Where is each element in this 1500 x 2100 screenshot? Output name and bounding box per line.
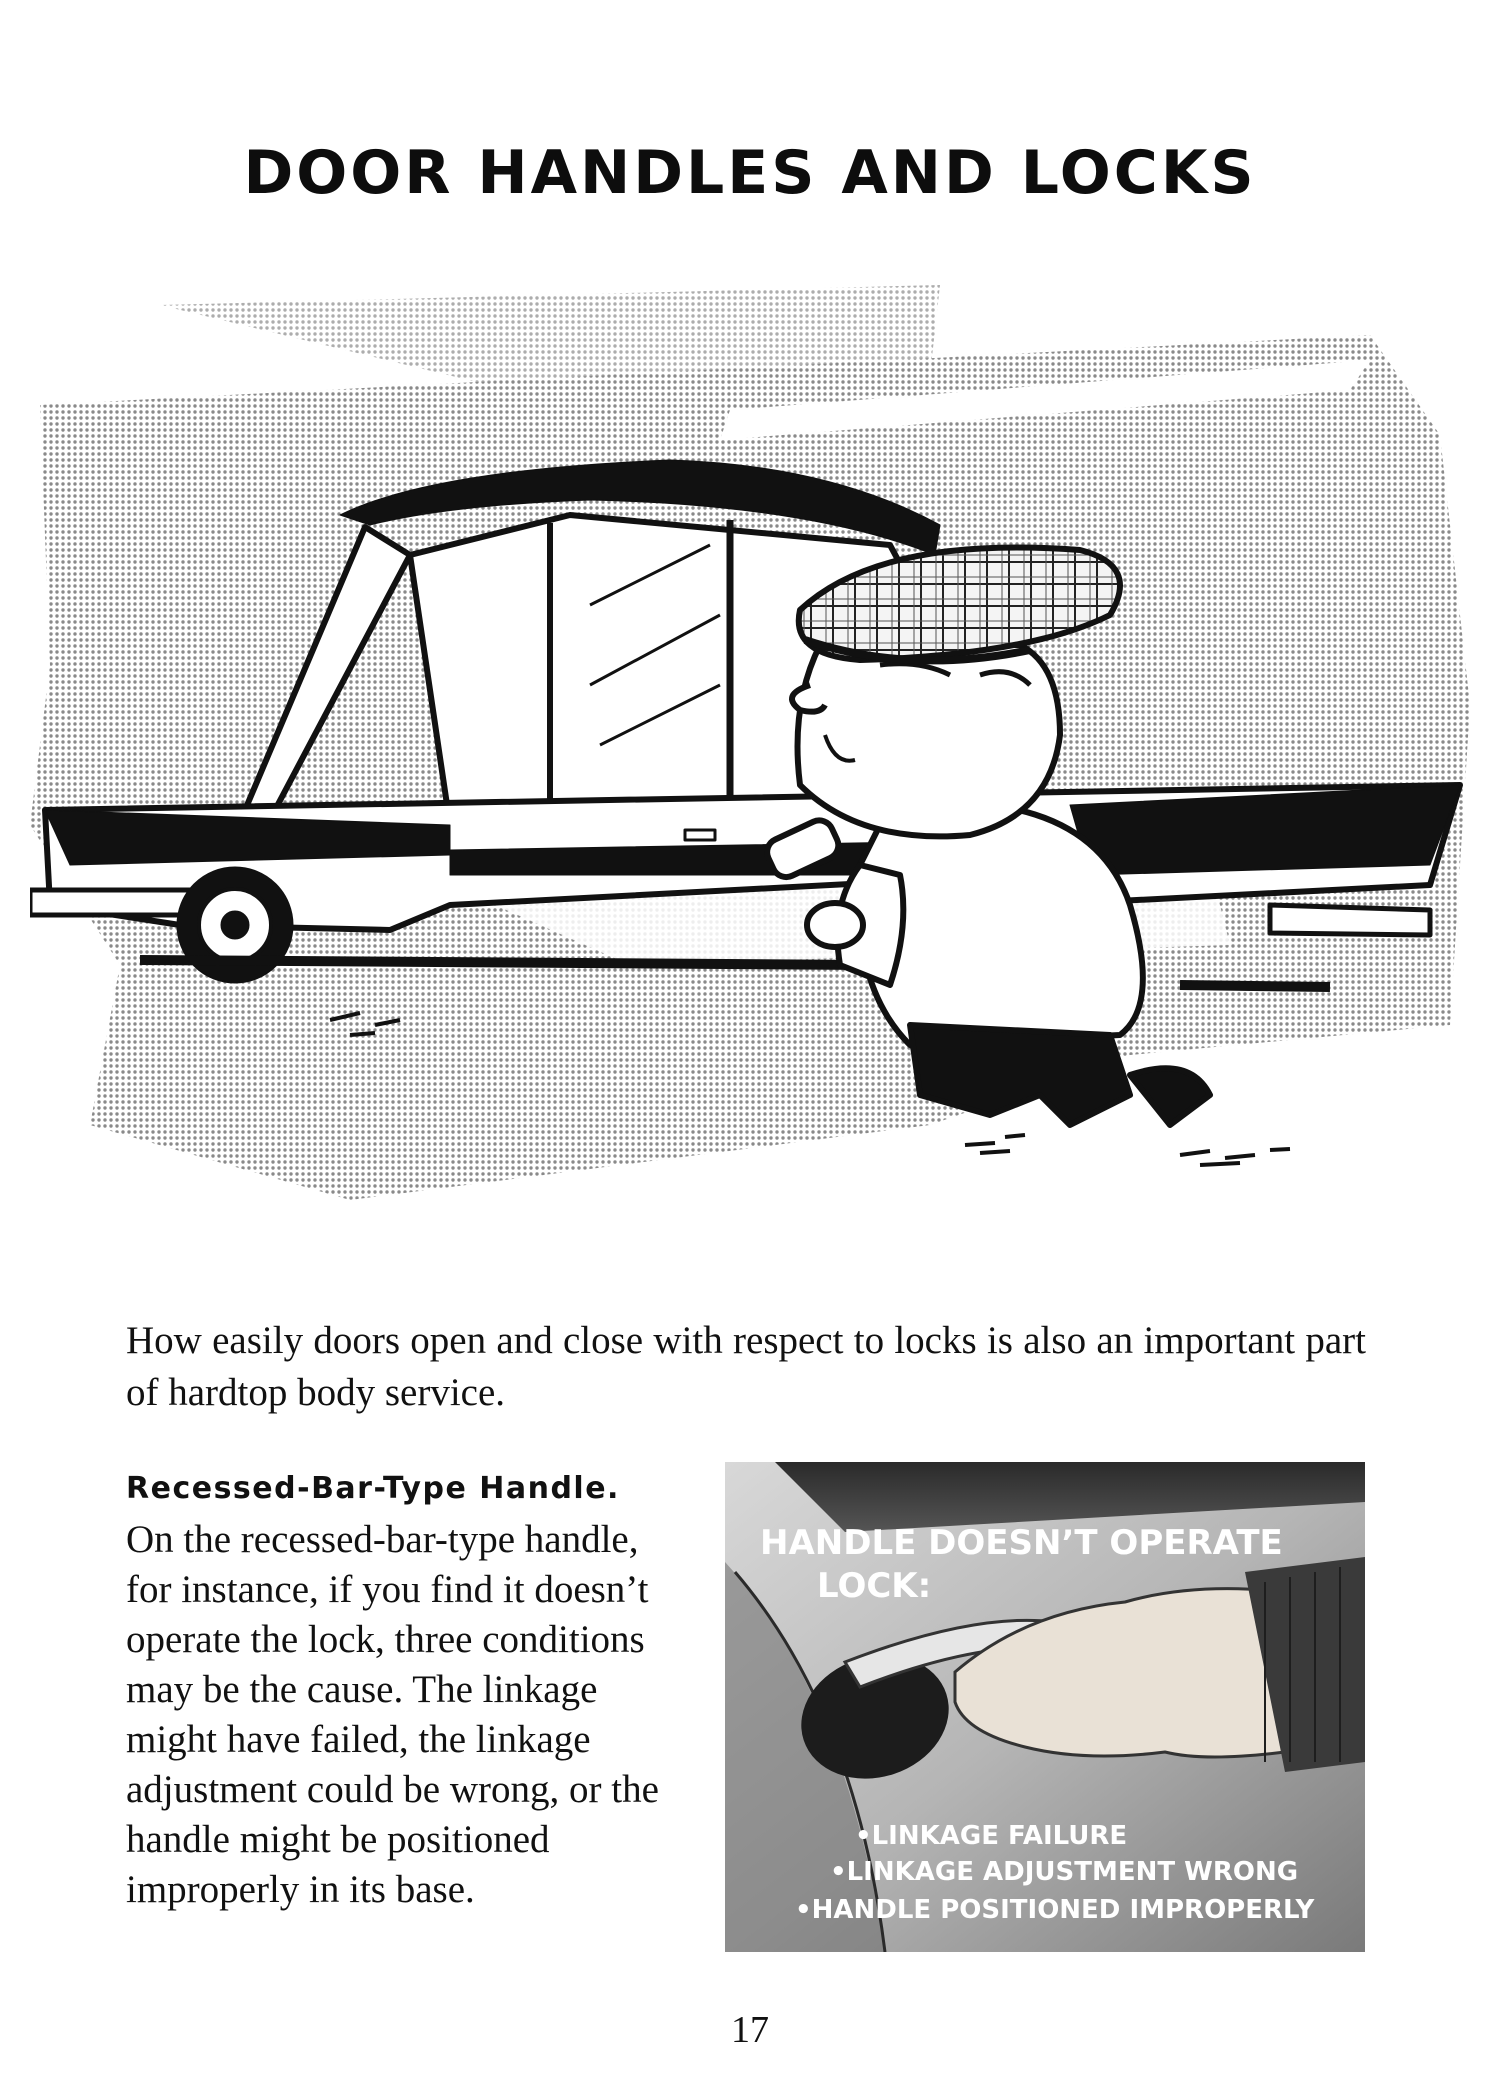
page-title: DOOR HANDLES AND LOCKS	[243, 138, 1257, 208]
photo-caption-line2: LOCK:	[817, 1566, 932, 1606]
photo-bullet-3: •HANDLE POSITIONED IMPROPERLY	[795, 1895, 1315, 1925]
photo-bullet-1: •LINKAGE FAILURE	[855, 1821, 1128, 1851]
photo-bullet-2: •LINKAGE ADJUSTMENT WRONG	[830, 1857, 1299, 1887]
intro-paragraph: How easily doors open and close with respect to locks is also an important part of hardtop body service.	[126, 1319, 1366, 1414]
section-text	[126, 1463, 671, 1915]
handle-photo	[725, 1462, 1365, 1952]
section-heading: Recessed-Bar-Type Handle.	[126, 1471, 620, 1506]
page-number: 17	[731, 2009, 769, 2051]
cartoon-illustration	[30, 265, 1470, 1225]
photo-caption-line1: HANDLE DOESN’T OPERATE	[760, 1523, 1283, 1563]
section-body: On the recessed-bar-type handle, for instance, if you find it doesn’t operate the lock, three conditions may be the cause. The linkage might have failed, the linkage adjustment could be wrong, or the handle might be positioned improperly in its base.	[126, 1518, 659, 1911]
